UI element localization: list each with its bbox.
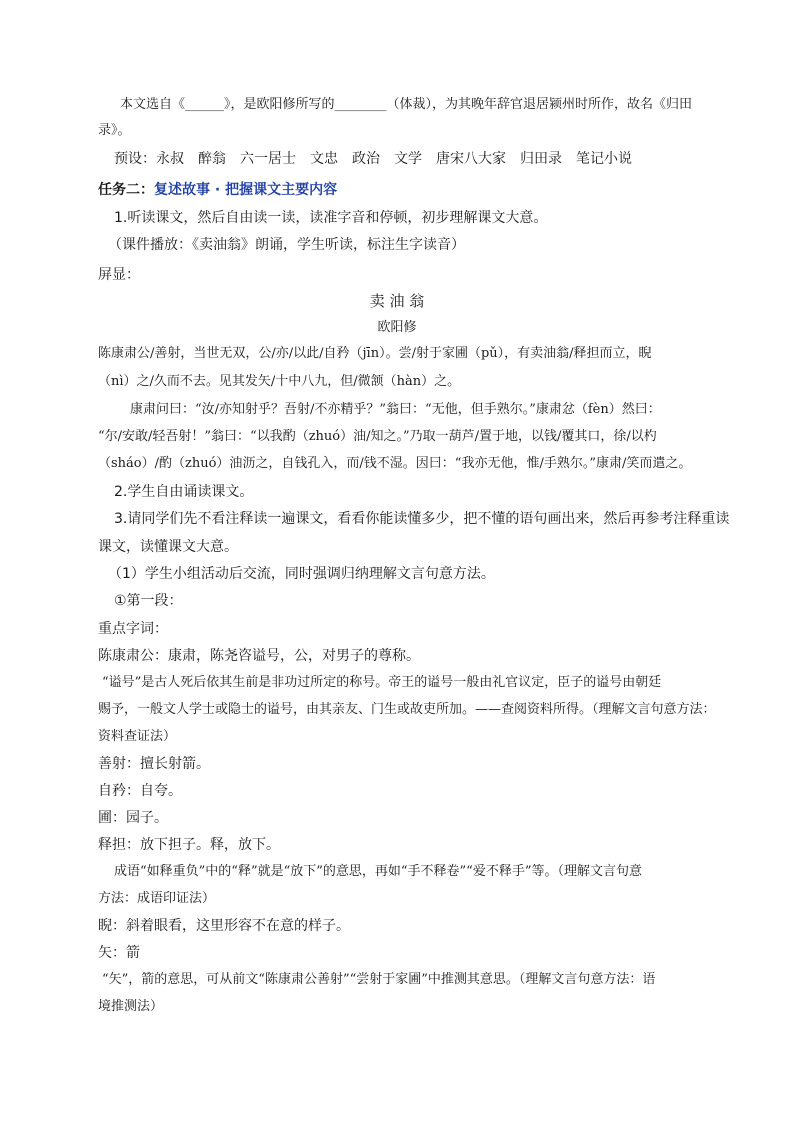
passage-p2-line3: （sháo）/酌（zhuó）油沥之，自钱孔入，而/钱不湿。因曰：“我亦无他，惟/手熟尔。”康肃/笑而遣之。	[98, 456, 692, 471]
note-posthumous-title: “谥号”是古人死后依其生前是非功过所定的称号。帝王的谥号一般由礼官议定，臣子的谥号由朝廷	[102, 675, 662, 690]
passage-p1-line1: 陈康肃公/善射，当世无双，公/亦/以此/自矜（jīn）。尝/射于家圃（pǔ），有卖油翁/释担而立，睨	[98, 346, 652, 361]
gloss-pu: 圃：园子。	[98, 810, 168, 826]
task-two-title: 复述故事 · 把握课文主要内容	[154, 182, 338, 198]
task-two-label: 任务二：	[98, 182, 154, 198]
gloss-shanshe: 善射：擅长射箭。	[98, 756, 210, 772]
gloss-chen-kangsu: 陈康肃公：康肃，陈尧咨谥号，公，对男子的尊称。	[98, 648, 420, 664]
gloss-shi: 矢：箭	[98, 945, 140, 961]
note-method-research: 资料查证法）	[98, 729, 177, 744]
preset-answers: 预设：永叔 醉翁 六一居士 文忠 政治 文学 唐宋八大家 归田录 笔记小说	[114, 151, 632, 167]
note-context-shi: “矢”，箭的意思，可从前文“陈康肃公善射”“尝射于家圃”中推测其意思。（理解文言句意方法：语	[102, 972, 656, 987]
step-3-instructions-cont: 课文，读懂课文大意。	[98, 539, 238, 555]
passage-p2-line2: “尔/安敢/轻吾射！”翁曰：“以我酌（zhuó）油/知之。”乃取一葫芦/置于地，以钱/覆其口，徐/以杓	[98, 429, 657, 444]
task-two-heading	[98, 183, 337, 197]
note-idiom-shi: 成语“如释重负”中的“释”就是“放下”的意思，再如“手不释卷”“爱不释手”等。（理解文言句意	[114, 864, 642, 879]
note-method-context: 境推测法）	[98, 999, 164, 1014]
poem-title: 卖 油 翁	[369, 292, 425, 310]
poem-author: 欧阳修	[377, 320, 417, 335]
step-2-recite: 2.学生自由诵读课文。	[114, 484, 254, 500]
note-posthumous-title-cont: 赐予，一般文人学士或隐士的谥号，由其亲友、门生或故吏所加。——查阅资料所得。（理解文言句意方法：	[98, 702, 716, 717]
gloss-ni: 睨：斜着眼看，这里形容不在意的样子。	[98, 918, 350, 934]
intro-source-sentence-cont: 录》。	[98, 123, 131, 138]
gloss-shidan: 释担：放下担子。释，放下。	[98, 837, 280, 853]
key-words-label: 重点字词：	[98, 621, 168, 637]
courseware-note: （课件播放：《卖油翁》朗诵，学生听读，标注生字读音）	[108, 237, 465, 253]
passage-p1-line2: （nì）之/久而不去。见其发矢/十中八九，但/微颔（hàn）之。	[98, 374, 461, 389]
step-1-listen-read: 1.听读课文，然后自由读一读，读准字音和停顿，初步理解课文大意。	[114, 210, 548, 226]
intro-source-sentence: 本文选自《______》，是欧阳修所写的________（体裁），为其晚年辞官退居颍州时所作，故名《归田	[120, 97, 693, 112]
note-method-idiom: 方法：成语印证法）	[98, 891, 216, 906]
paragraph-one-label: ①第一段：	[114, 593, 183, 609]
passage-p2-line1: 康肃问曰：“汝/亦知射乎？吾射/不亦精乎？”翁曰：“无他，但手熟尔。”康肃忿（fèn）然曰：	[130, 402, 661, 417]
screen-display-label: 屏显：	[98, 267, 140, 283]
gloss-zijin: 自矜：自夸。	[98, 783, 182, 799]
step-3-instructions: 3.请同学们先不看注释读一遍课文，看看你能读懂多少，把不懂的语句画出来，然后再参考注释重读	[114, 511, 730, 527]
group-activity-note: （1）学生小组活动后交流，同时强调归纳理解文言句意方法。	[108, 566, 495, 582]
